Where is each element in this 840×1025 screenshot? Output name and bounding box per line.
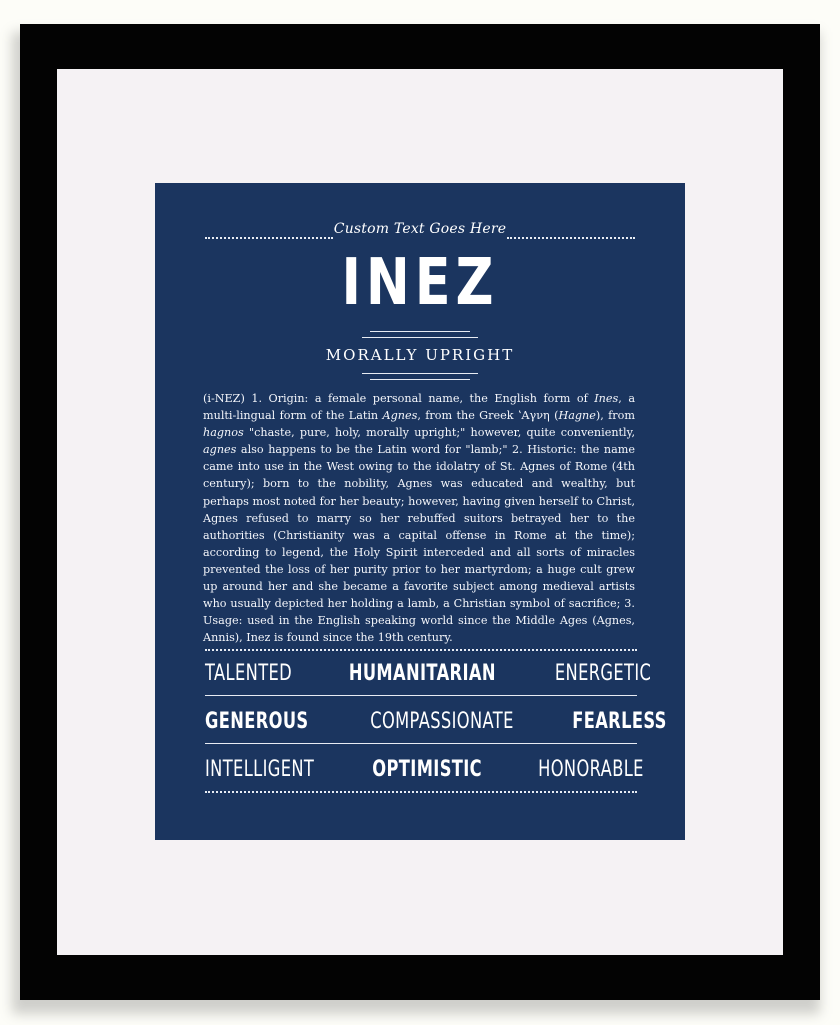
- name-meaning: MORALLY UPRIGHT: [325, 346, 515, 364]
- traits-row-1: [205, 655, 652, 691]
- trait-word: INTELLIGENT: [205, 756, 315, 782]
- traits-divider-2: [205, 743, 637, 744]
- trait-word: FEARLESS: [572, 708, 667, 734]
- left-dotted-ornament: [205, 237, 333, 239]
- trait-word: TALENTED: [205, 660, 293, 686]
- traits-row-3: [205, 751, 644, 787]
- trait-word: GENEROUS: [205, 708, 309, 734]
- poster-name: INEZ: [341, 246, 499, 320]
- trait-word: HONORABLE: [538, 756, 644, 782]
- upper-rule-2: [362, 337, 478, 338]
- name-definition: (i-NEZ) 1. Origin: a female personal name, the English form of Ines, a multi-lingual form of the Latin Agnes, from the Greek ʽΑγνη (Hagne), from hagnos "chaste, pure, holy, morally upright;" however, quite conveniently, agnes also happens to be the Latin word for "lamb;" 2. Historic: the name came into use in the West owing to the idolatry of St. Agnes of Rome (4th century); born to the nobility, Agnes was educated and wealthy, but perhaps most noted for her beauty; however, having given herself to Christ, Agnes refused to marry so her rebuffed suitors betrayed her to the authorities (Christianity was a capital offense in Rome at the time); according to legend, the Holy Spirit interceded and all sorts of miracles prevented the loss of her purity prior to her martyrdom; a huge cult grew up around her and she became a favorite subject among medieval artists who usually depicted her holding a lamb, a Christian symbol of sacrifice; 3. Usage: used in the English speaking world since the Middle Ages (Agnes, Annis), Inez is found since the 19th century.: [203, 392, 635, 645]
- traits-top-dotted-line: [205, 649, 637, 651]
- traits-bottom-dotted-line: [205, 791, 637, 793]
- lower-rule-1: [362, 373, 478, 374]
- right-dotted-ornament: [507, 237, 635, 239]
- trait-word: OPTIMISTIC: [371, 756, 482, 782]
- trait-word: ENERGETIC: [555, 660, 652, 686]
- traits-divider-1: [205, 695, 637, 696]
- lower-rule-2: [370, 379, 470, 380]
- trait-word: HUMANITARIAN: [348, 660, 496, 686]
- trait-word: COMPASSIONATE: [370, 708, 514, 734]
- custom-text: Custom Text Goes Here: [333, 221, 507, 237]
- name-poster: [155, 183, 685, 840]
- traits-row-2: [205, 703, 667, 739]
- upper-rule-1: [370, 331, 470, 332]
